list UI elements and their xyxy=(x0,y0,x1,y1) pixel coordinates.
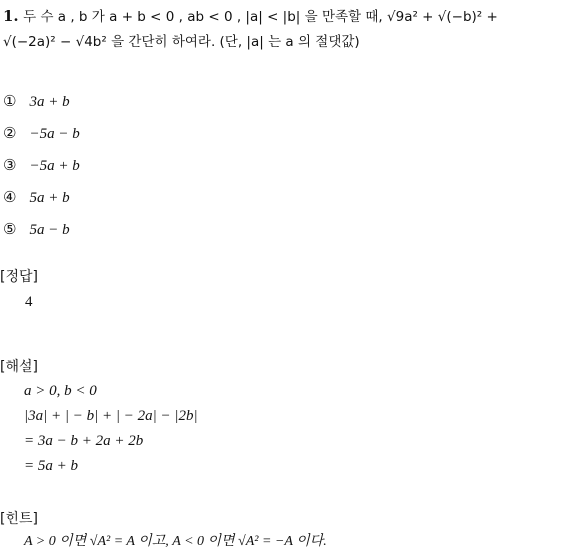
option-3-expression: −5a + b xyxy=(29,158,80,174)
option-5[interactable] xyxy=(3,220,70,239)
option-1-marker: ① xyxy=(3,92,17,110)
explanation-line-3: = 3a − b + 2a + 2b xyxy=(24,433,144,449)
answer-value: 4 xyxy=(25,294,33,310)
option-3-marker: ③ xyxy=(3,156,17,174)
option-2-marker: ② xyxy=(3,124,17,142)
option-3[interactable] xyxy=(3,156,80,175)
option-1[interactable] xyxy=(3,92,70,111)
option-5-marker: ⑤ xyxy=(3,220,17,238)
question-number: 1. xyxy=(3,7,19,25)
option-4[interactable] xyxy=(3,188,70,207)
explanation-heading: [해설] xyxy=(0,359,38,375)
explanation-line-4: = 5a + b xyxy=(24,458,78,474)
hint-heading: [힌트] xyxy=(0,511,38,527)
option-4-marker: ④ xyxy=(3,188,17,206)
question-line-1 xyxy=(3,6,498,27)
option-2[interactable] xyxy=(3,124,80,143)
option-5-expression: 5a − b xyxy=(29,222,70,238)
option-1-expression: 3a + b xyxy=(29,94,70,110)
question-text-line-2: √(−2a)² − √4b² 을 간단히 하여라. (단, |a| 는 a 의 절댓값) xyxy=(3,34,360,50)
answer-heading: [정답] xyxy=(0,269,38,285)
option-4-expression: 5a + b xyxy=(29,190,70,206)
explanation-line-1: a > 0, b < 0 xyxy=(24,383,97,399)
option-2-expression: −5a − b xyxy=(29,126,80,142)
explanation-line-2: |3a| + | − b| + | − 2a| − |2b| xyxy=(24,408,198,424)
question-text-line-1: 두 수 a , b 가 a + b < 0 , ab < 0 , |a| < |b| 을 만족할 때, √9a² + √(−b)² + xyxy=(23,9,498,25)
hint-text: A > 0 이면 √A² = A 이고, A < 0 이면 √A² = −A 이다. xyxy=(24,534,327,549)
